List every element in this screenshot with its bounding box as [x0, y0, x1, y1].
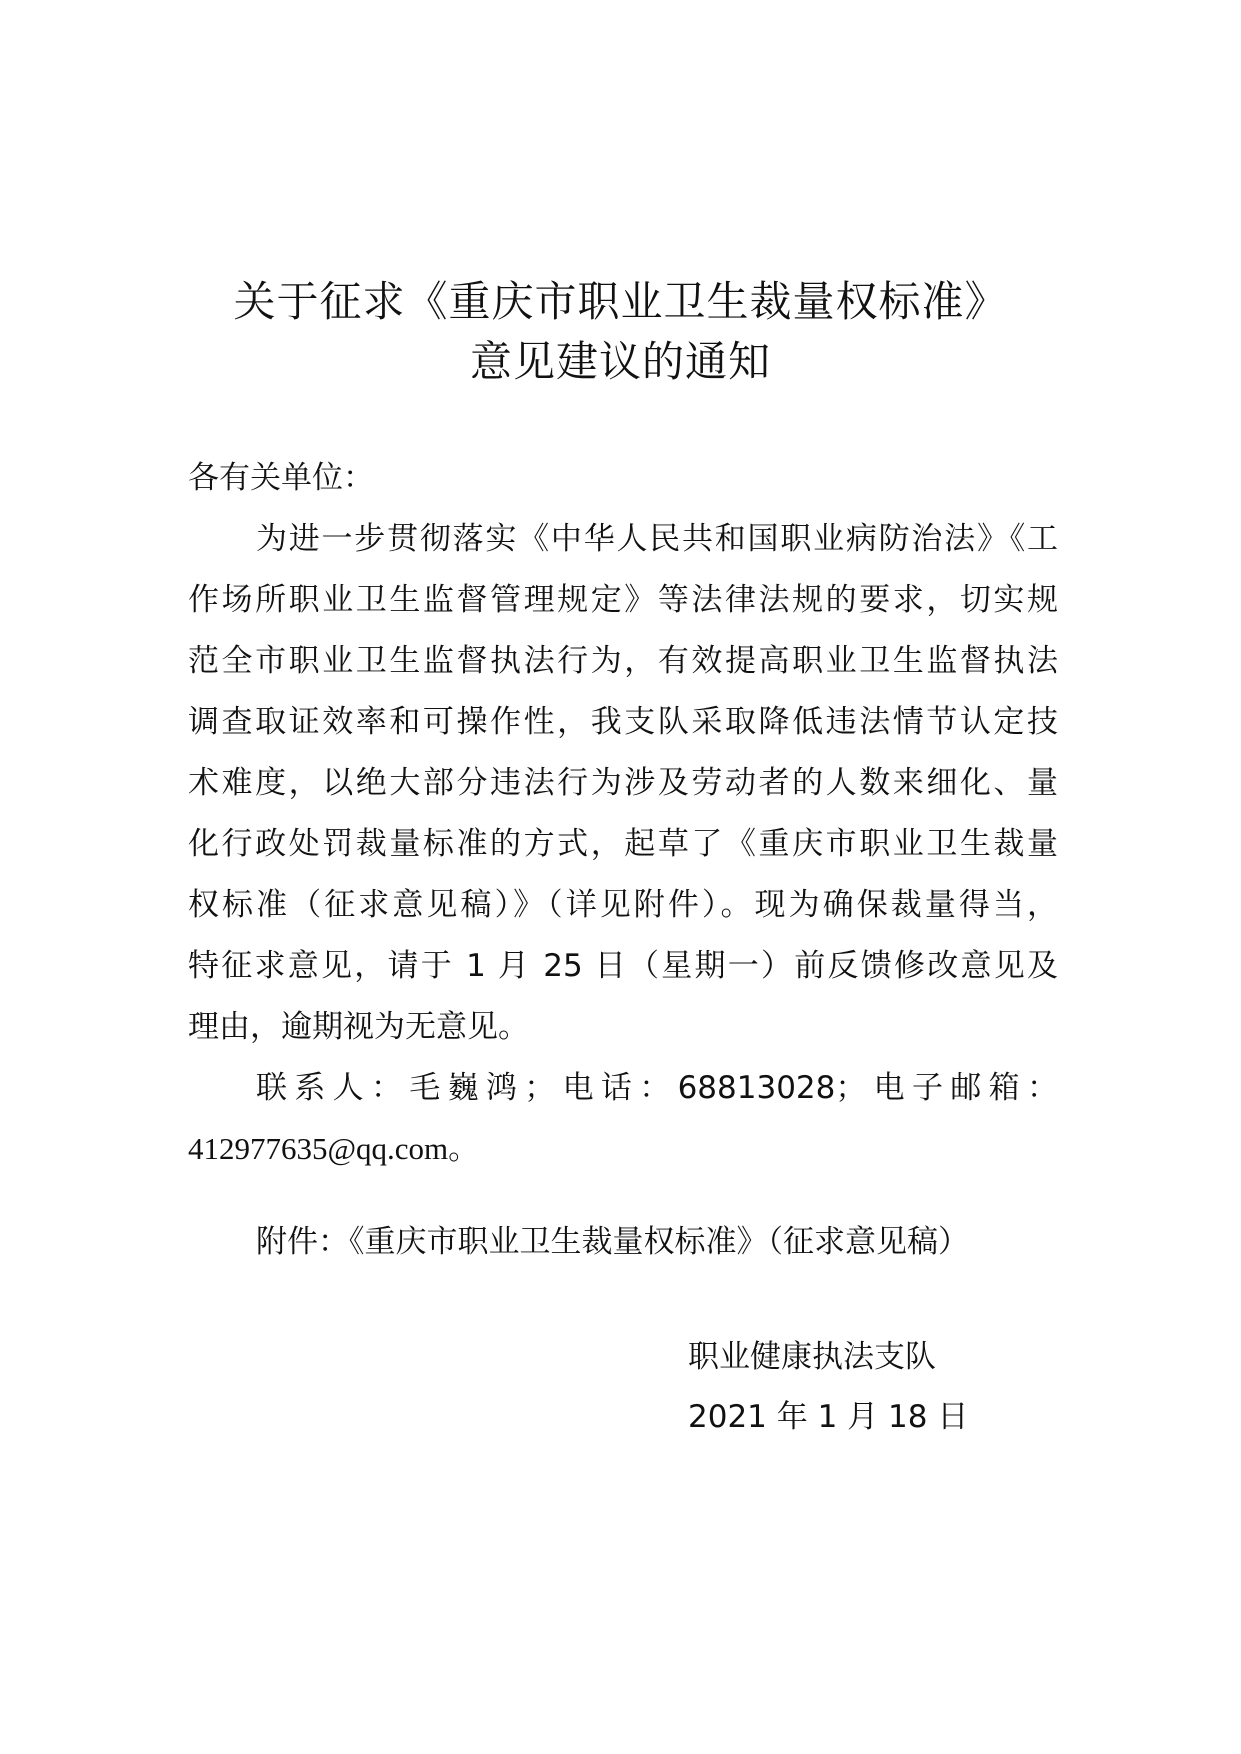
- document-title-line-2: 意见建议的通知: [469, 337, 771, 386]
- body-line-2: 作场所职业卫生监督管理规定》等法律法规的要求，切实规: [188, 582, 1058, 618]
- salutation: 各有关单位：: [188, 460, 374, 496]
- body-line-9: 理由，逾期视为无意见。: [188, 1009, 529, 1045]
- body-line-1: 为进一步贯彻落实《中华人民共和国职业病防治法》《工: [256, 521, 1058, 557]
- signature-date: 2021 年 1 月 18 日: [688, 1399, 969, 1435]
- contact-email: 412977635@qq.com。: [188, 1131, 480, 1166]
- body-line-3: 范全市职业卫生监督执法行为，有效提高职业卫生监督执法: [188, 643, 1058, 679]
- signature-organization: 职业健康执法支队: [688, 1339, 936, 1375]
- body-line-8: 特征求意见，请于 1 月 25 日（星期一）前反馈修改意见及: [188, 948, 1058, 984]
- body-line-4: 调查取证效率和可操作性，我支队采取降低违法情节认定技: [188, 704, 1058, 740]
- contact-line: 联系人：毛巍鸿；电话：68813028；电子邮箱：: [256, 1070, 1058, 1106]
- body-line-7: 权标准（征求意见稿）》（详见附件）。现为确保裁量得当，: [188, 887, 1058, 923]
- attachment-line: 附件：《重庆市职业卫生裁量权标准》（征求意见稿）: [256, 1224, 969, 1260]
- body-line-5: 术难度，以绝大部分违法行为涉及劳动者的人数来细化、量: [188, 765, 1058, 801]
- body-line-6: 化行政处罚裁量标准的方式，起草了《重庆市职业卫生裁量: [188, 826, 1058, 862]
- document-title-line-1: 关于征求《重庆市职业卫生裁量权标准》: [233, 277, 1008, 326]
